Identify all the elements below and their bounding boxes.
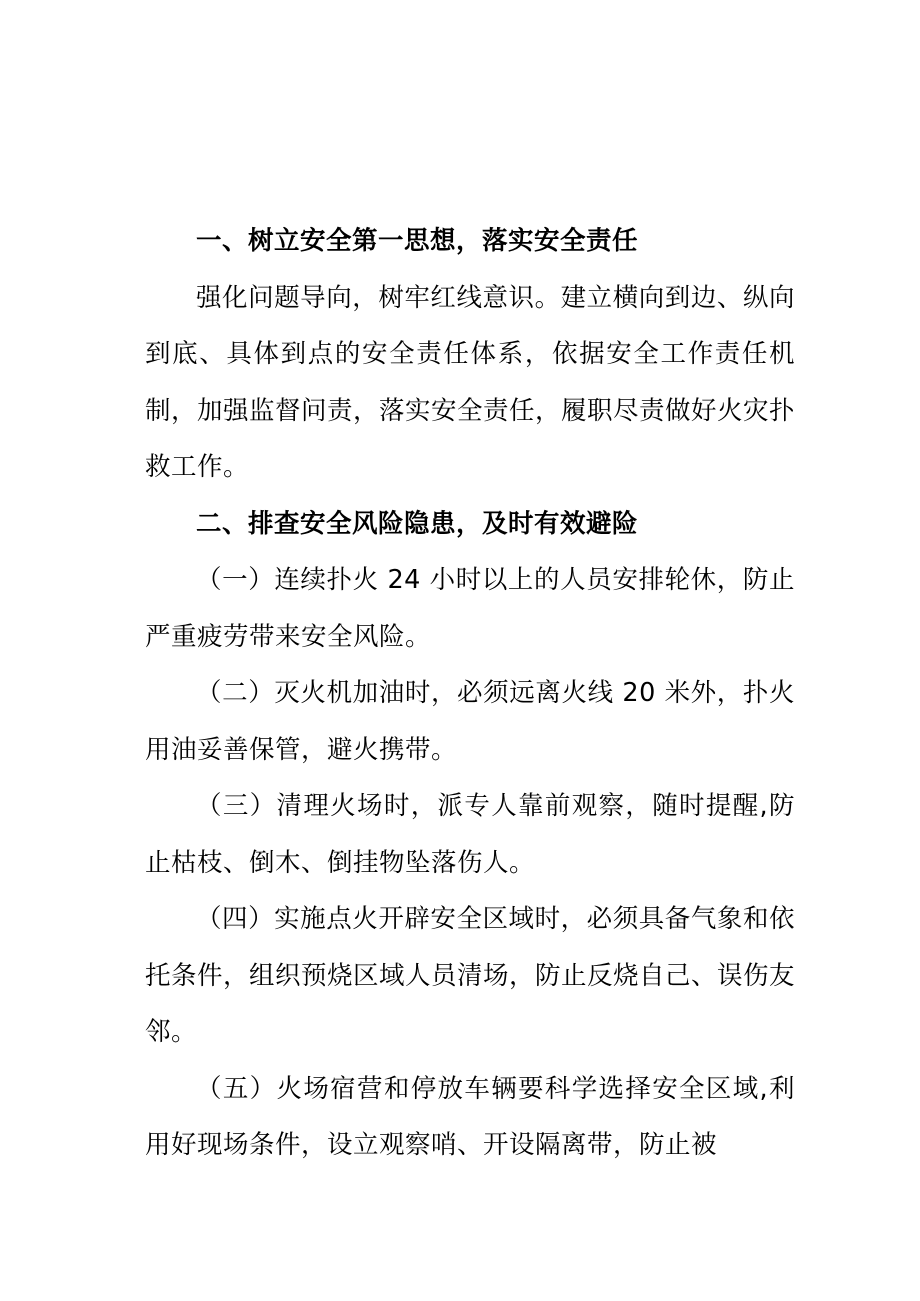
section-2-item-5: （五）火场宿营和停放车辆要科学选择安全区域,利用好现场条件，设立观察哨、开设隔离带，防止被 xyxy=(145,1073,795,1160)
section-2-item-2: （二）灭火机加油时，必须远离火线 20 米外，扑火用油妥善保管，避火携带。 xyxy=(145,678,795,765)
section-1-heading: 一、树立安全第一思想，落实安全责任 xyxy=(196,226,639,256)
section-2-heading: 二、排查安全风险隐患，及时有效避险 xyxy=(196,508,639,539)
section-2-item-3: （三）清理火场时，派专人靠前观察，随时提醒,防止枯枝、倒木、倒挂物坠落伤人。 xyxy=(145,791,795,878)
section-1-paragraph: 强化问题导向，树牢红线意识。建立横向到边、纵向到底、具体到点的安全责任体系，依据安全工作责任机制，加强监督问责，落实安全责任，履职尽责做好火灾扑救工作。 xyxy=(145,282,796,482)
section-2-item-1: （一）连续扑火 24 小时以上的人员安排轮休，防止严重疲劳带来安全风险。 xyxy=(145,565,795,652)
document-body xyxy=(145,213,795,1174)
section-2-item-4: （四）实施点火开辟安全区域时，必须具备气象和依托条件，组织预烧区域人员清场，防止反烧自己、误伤友邻。 xyxy=(145,904,796,1047)
